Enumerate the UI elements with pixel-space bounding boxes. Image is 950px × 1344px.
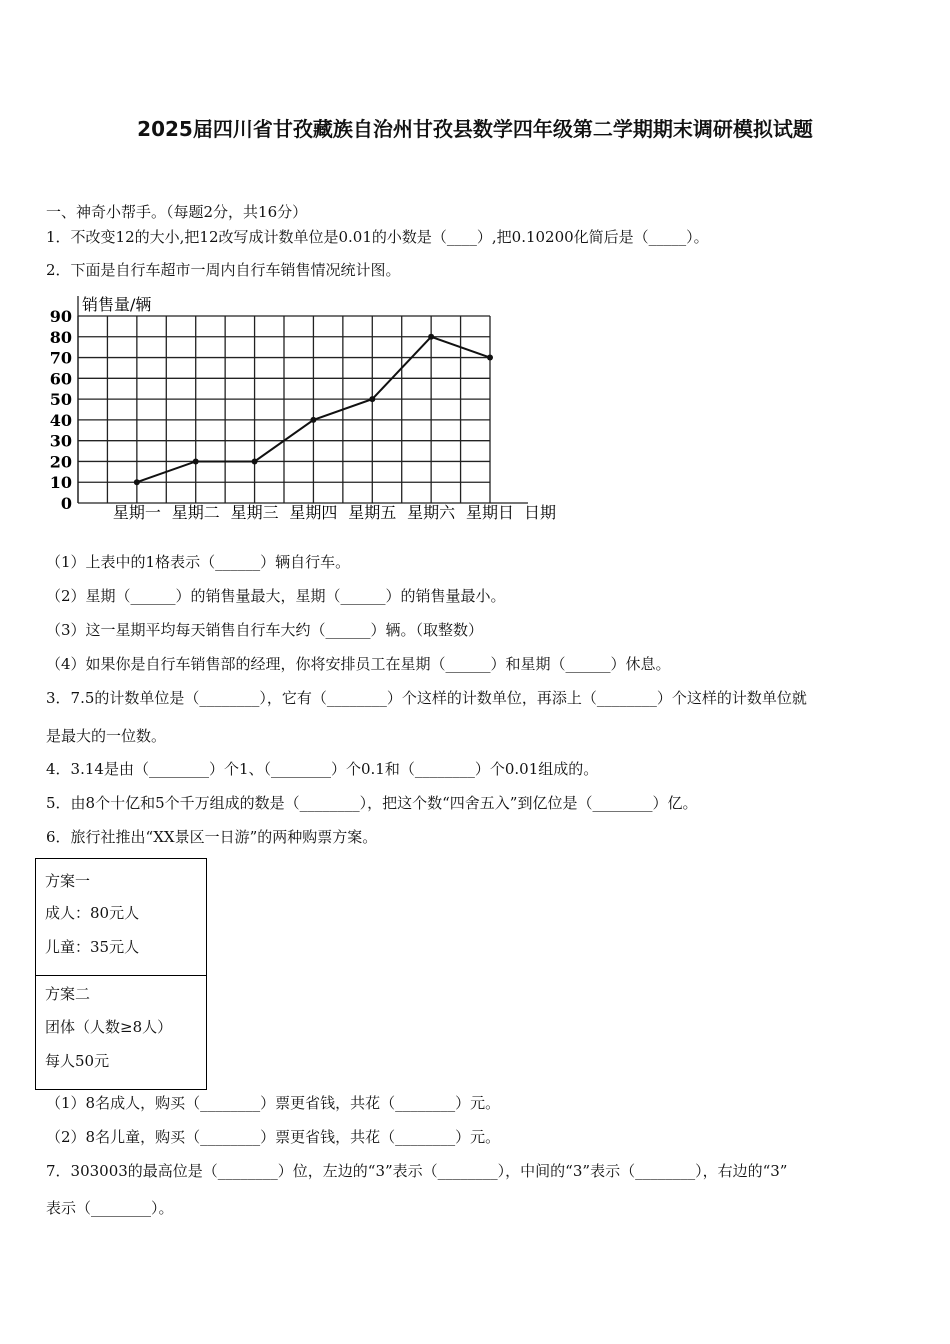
question-6-part-1: （1）8名成人，购买（________）票更省钱，共花（________）元。	[46, 1094, 501, 1112]
y-tick-label: 70	[49, 348, 72, 368]
data-point	[134, 479, 140, 485]
data-point	[252, 458, 258, 464]
plan-2-group: 团体（人数≥8人）	[45, 1018, 173, 1036]
y-tick-label: 0	[60, 494, 72, 513]
question-6-part-2: （2）8名儿童，购买（________）票更省钱，共花（________）元。	[46, 1128, 501, 1146]
question-6: 6．旅行社推出“XX景区一日游”的两种购票方案。	[46, 828, 378, 846]
x-tick-label: 星期四	[289, 503, 338, 522]
question-7-continued: 表示（________）。	[46, 1199, 174, 1217]
y-tick-label: 40	[49, 410, 72, 430]
x-axis-label: 日期	[524, 503, 557, 522]
x-tick-label: 星期六	[407, 503, 456, 522]
plan-1-box	[35, 858, 207, 976]
y-tick-label: 10	[49, 473, 72, 493]
question-2-part-3: （3）这一星期平均每天销售自行车大约（______）辆。（取整数）	[46, 621, 484, 639]
y-tick-label: 60	[49, 369, 72, 389]
data-point	[487, 355, 493, 361]
section-heading: 一、神奇小帮手。（每题2分，共16分）	[46, 203, 308, 221]
x-tick-label: 星期日	[465, 503, 515, 522]
data-point	[369, 396, 375, 402]
question-1: 1．不改变12的大小,把12改写成计数单位是0.01的小数是（____）,把0.10200化简后是（_____）。	[46, 228, 709, 246]
page-title: 2025届四川省甘孜藏族自治州甘孜县数学四年级第二学期期末调研模拟试题	[137, 117, 813, 141]
x-tick-label: 星期三	[230, 503, 279, 522]
question-4: 4．3.14是由（________）个1、（________）个0.1和（________）个0.01组成的。	[46, 760, 599, 778]
y-tick-label: 80	[49, 327, 72, 347]
question-2-part-1: （1）上表中的1格表示（______）辆自行车。	[46, 553, 351, 571]
y-axis-label: 销售量/辆	[82, 295, 152, 314]
plan-2-title: 方案二	[45, 985, 91, 1003]
question-2-part-2: （2）星期（______）的销售量最大，星期（______）的销售量最小。	[46, 587, 506, 605]
plan-1-title: 方案一	[45, 872, 91, 890]
y-tick-label: 30	[49, 431, 72, 451]
sales-line-chart	[0, 288, 950, 528]
data-point	[310, 417, 316, 423]
data-point	[428, 334, 434, 340]
data-point	[193, 458, 199, 464]
plan-2-price: 每人50元	[45, 1052, 110, 1070]
y-tick-label: 20	[49, 452, 72, 472]
plan-1-adult-price: 成人：80元人	[45, 904, 140, 922]
x-tick-label: 星期一	[112, 503, 161, 522]
x-tick-label: 星期五	[348, 503, 397, 522]
question-2-part-4: （4）如果你是自行车销售部的经理，你将安排员工在星期（______）和星期（______）休息。	[46, 655, 671, 673]
question-7: 7．303003的最高位是（________）位，左边的“3”表示（________），中间的“3”表示（________），右边的“3”	[46, 1162, 788, 1180]
plan-1-child-price: 儿童：35元人	[45, 938, 140, 956]
question-3-continued: 是最大的一位数。	[46, 727, 167, 745]
x-tick-label: 星期二	[171, 503, 220, 522]
question-3: 3．7.5的计数单位是（________），它有（________）个这样的计数单位，再添上（________）个这样的计数单位就	[46, 689, 807, 707]
y-tick-label: 90	[49, 307, 72, 326]
question-5: 5．由8个十亿和5个千万组成的数是（________），把这个数“四舍五入”到亿位是（________）亿。	[46, 794, 698, 812]
y-tick-label: 50	[49, 390, 72, 410]
plan-2-box	[35, 974, 207, 1090]
question-2: 2．下面是自行车超市一周内自行车销售情况统计图。	[46, 261, 401, 279]
